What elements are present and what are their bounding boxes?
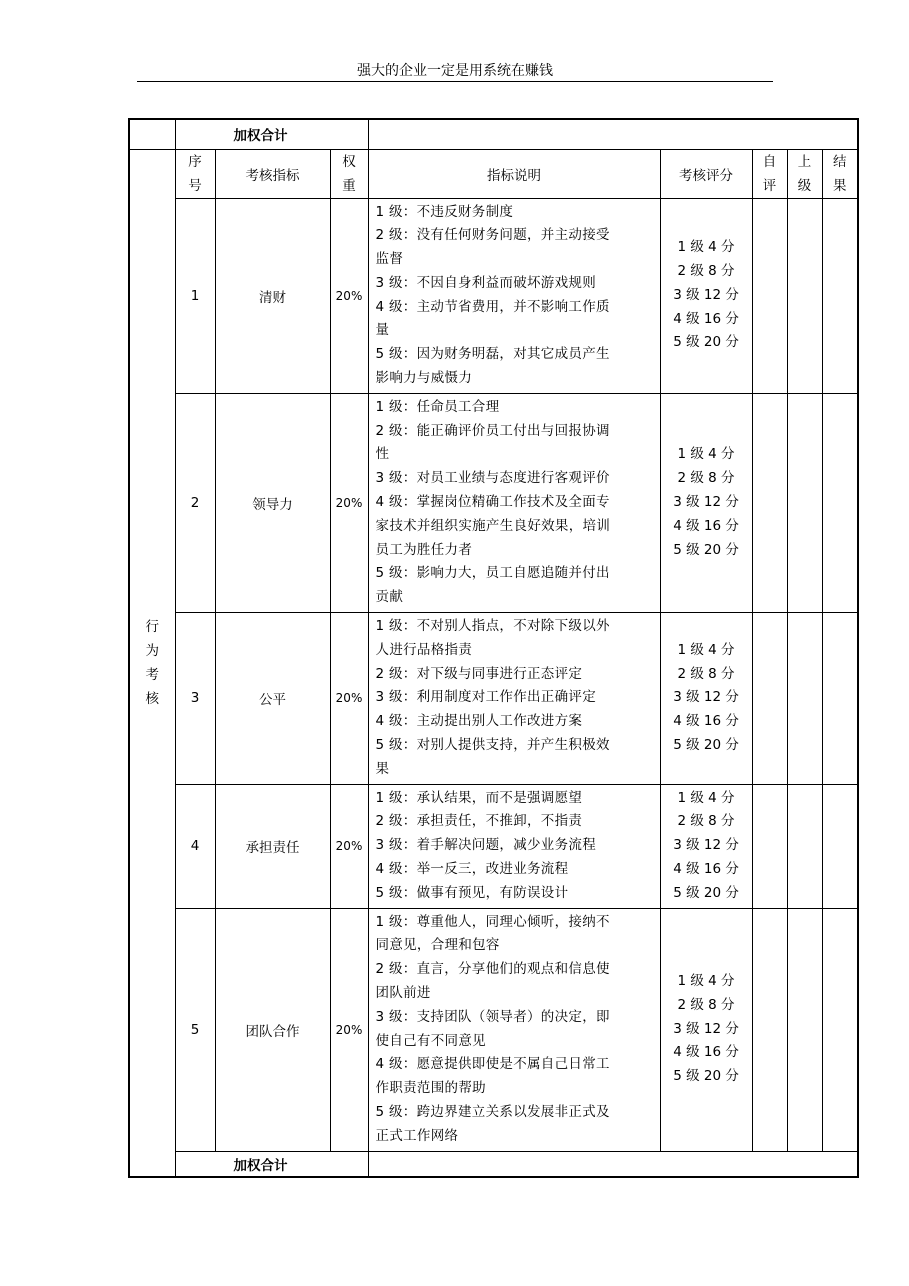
row-result[interactable] <box>822 784 858 908</box>
row-result[interactable] <box>822 613 858 785</box>
row-result[interactable] <box>822 908 858 1151</box>
table-row <box>129 908 858 1151</box>
table-row <box>129 393 858 612</box>
row-desc: 1 级：尊重他人，同理心倾听，接纳不 同意见，合理和包容 2 级：直言，分享他们的观点和信息使 团队前进 3 级：支持团队（领导者）的决定，即 使自己有不同意见 4 级：愿意提供即使是不属自己日常工 作职责范围的帮助 5 级：跨边界建立关系以发展非正式及 正式工作网络 <box>368 908 660 1151</box>
col-header-superior: 上 级 <box>787 149 822 198</box>
row-weight: 20% <box>330 784 368 908</box>
evaluation-table <box>128 118 859 1178</box>
row-score: 1 级 4 分 2 级 8 分 3 级 12 分 4 级 16 分 5 级 20 分 <box>660 784 752 908</box>
row-weight: 20% <box>330 198 368 393</box>
page-header-title: 强大的企业一定是用系统在赚钱 <box>357 63 553 79</box>
top-total-label: 加权合计 <box>175 119 368 149</box>
row-indicator: 领导力 <box>215 393 330 612</box>
row-superior-eval[interactable] <box>787 393 822 612</box>
row-superior-eval[interactable] <box>787 613 822 785</box>
top-total-blank <box>129 119 175 149</box>
row-self-eval[interactable] <box>752 393 787 612</box>
row-superior-eval[interactable] <box>787 198 822 393</box>
col-header-desc: 指标说明 <box>368 149 660 198</box>
col-header-indicator: 考核指标 <box>215 149 330 198</box>
row-superior-eval[interactable] <box>787 784 822 908</box>
row-seq: 3 <box>175 613 215 785</box>
bottom-total-value <box>368 1151 858 1177</box>
row-self-eval[interactable] <box>752 198 787 393</box>
col-header-seq: 序 号 <box>175 149 215 198</box>
bottom-total-row <box>129 1151 858 1177</box>
row-desc: 1 级：承认结果，而不是强调愿望 2 级：承担责任，不推卸，不指责 3 级：着手解决问题，减少业务流程 4 级：举一反三，改进业务流程 5 级：做事有预见，有防误设计 <box>368 784 660 908</box>
bottom-total-label: 加权合计 <box>175 1151 368 1177</box>
table-row <box>129 784 858 908</box>
row-result[interactable] <box>822 198 858 393</box>
row-indicator: 团队合作 <box>215 908 330 1151</box>
row-self-eval[interactable] <box>752 908 787 1151</box>
row-superior-eval[interactable] <box>787 908 822 1151</box>
row-self-eval[interactable] <box>752 784 787 908</box>
row-result[interactable] <box>822 393 858 612</box>
top-total-row <box>129 119 858 149</box>
col-header-result: 结 果 <box>822 149 858 198</box>
col-header-self: 自 评 <box>752 149 787 198</box>
row-seq: 5 <box>175 908 215 1151</box>
table-row <box>129 198 858 393</box>
row-weight: 20% <box>330 613 368 785</box>
row-seq: 1 <box>175 198 215 393</box>
column-header-row <box>129 149 858 198</box>
row-indicator: 公平 <box>215 613 330 785</box>
table-row <box>129 613 858 785</box>
row-score: 1 级 4 分 2 级 8 分 3 级 12 分 4 级 16 分 5 级 20 分 <box>660 198 752 393</box>
row-score: 1 级 4 分 2 级 8 分 3 级 12 分 4 级 16 分 5 级 20 分 <box>660 393 752 612</box>
header-rule <box>137 81 773 82</box>
row-score: 1 级 4 分 2 级 8 分 3 级 12 分 4 级 16 分 5 级 20 分 <box>660 613 752 785</box>
col-header-weight: 权 重 <box>330 149 368 198</box>
row-desc: 1 级：不违反财务制度 2 级：没有任何财务问题，并主动接受 监督 3 级：不因自身利益而破坏游戏规则 4 级：主动节省费用，并不影响工作质 量 5 级：因为财务明磊，对其它成员产生 影响力与威慑力 <box>368 198 660 393</box>
row-weight: 20% <box>330 393 368 612</box>
section-label: 行 为 考 核 <box>129 149 175 1177</box>
top-total-value <box>368 119 858 149</box>
row-self-eval[interactable] <box>752 613 787 785</box>
row-desc: 1 级：不对别人指点，不对除下级以外 人进行品格指责 2 级：对下级与同事进行正态评定 3 级：利用制度对工作作出正确评定 4 级：主动提出别人工作改进方案 5 级：对别人提供支持，并产生积极效 果 <box>368 613 660 785</box>
row-indicator: 清财 <box>215 198 330 393</box>
row-seq: 4 <box>175 784 215 908</box>
row-weight: 20% <box>330 908 368 1151</box>
row-indicator: 承担责任 <box>215 784 330 908</box>
row-score: 1 级 4 分 2 级 8 分 3 级 12 分 4 级 16 分 5 级 20 分 <box>660 908 752 1151</box>
col-header-score: 考核评分 <box>660 149 752 198</box>
row-desc: 1 级：任命员工合理 2 级：能正确评价员工付出与回报协调 性 3 级：对员工业绩与态度进行客观评价 4 级：掌握岗位精确工作技术及全面专 家技术并组织实施产生良好效果，培训 员工为胜任力者 5 级：影响力大，员工自愿追随并付出 贡献 <box>368 393 660 612</box>
row-seq: 2 <box>175 393 215 612</box>
